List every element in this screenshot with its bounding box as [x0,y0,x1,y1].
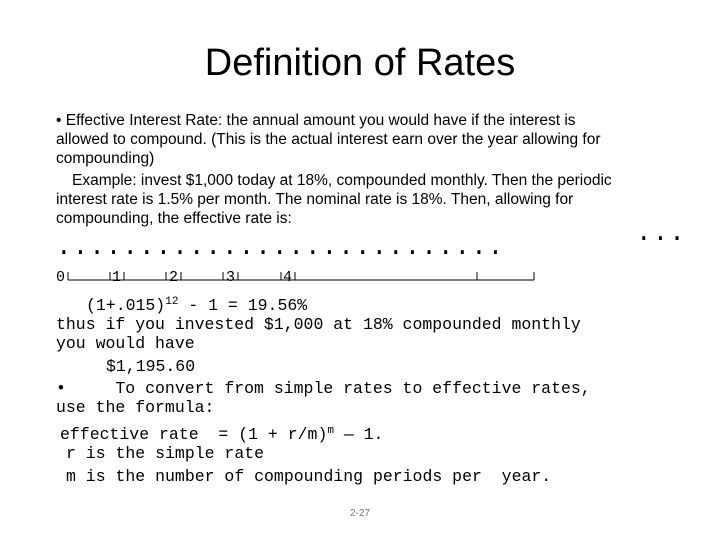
timeline-label-1: 1 [112,269,122,286]
effective-formula-suffix: — 1. [333,425,384,444]
bullet-line-1: • Effective Interest Rate: the annual amount you would have if the interest is [56,112,576,129]
slide-number: 2-27 [349,508,370,519]
effective-formula-prefix: effective rate = (1 + r/m) [60,425,328,444]
text-line-2: you would have [56,334,195,353]
example-line-2: interest rate is 1.5% per month. The nominal rate is 18%. Then, allowing for [56,191,574,208]
timeline-label-3: 3 [226,269,236,286]
formula-suffix: - 1 = 19.56% [178,296,308,315]
formula-prefix: (1+.015) [86,296,166,315]
bullet-line-3: compounding) [56,150,155,167]
timeline-label-0: 0 [56,269,66,286]
text-line-3: $1,195.60 [106,357,196,376]
timeline [56,266,696,286]
example-line-3: compounding, the effective rate is: [56,210,292,227]
dots-left: ........................... [56,232,505,262]
definition-m: m is the number of compounding periods per year. [66,467,552,486]
timeline-label-2: 2 [169,269,179,286]
effective-formula-exponent: m [327,425,334,437]
bullet-line-2: allowed to compound. (This is the actual interest earn over the year allowing for [56,131,601,148]
formula-exponent: 12 [165,296,179,308]
text-line-5: use the formula: [56,398,215,417]
example-line-1: Example: invest $1,000 today at 18%, compounded monthly. Then the periodic [72,172,612,189]
timeline-label-4: 4 [283,269,293,286]
text-line-4: • To convert from simple rates to effective rates, [56,379,591,398]
page-title: Definition of Rates [204,42,516,84]
formula-line [86,292,307,316]
text-line-1: thus if you invested $1,000 at 18% compounded monthly [56,315,581,334]
dots-right: ... [636,218,686,248]
definition-r: r is the simple rate [66,444,265,463]
effective-formula [60,421,383,445]
